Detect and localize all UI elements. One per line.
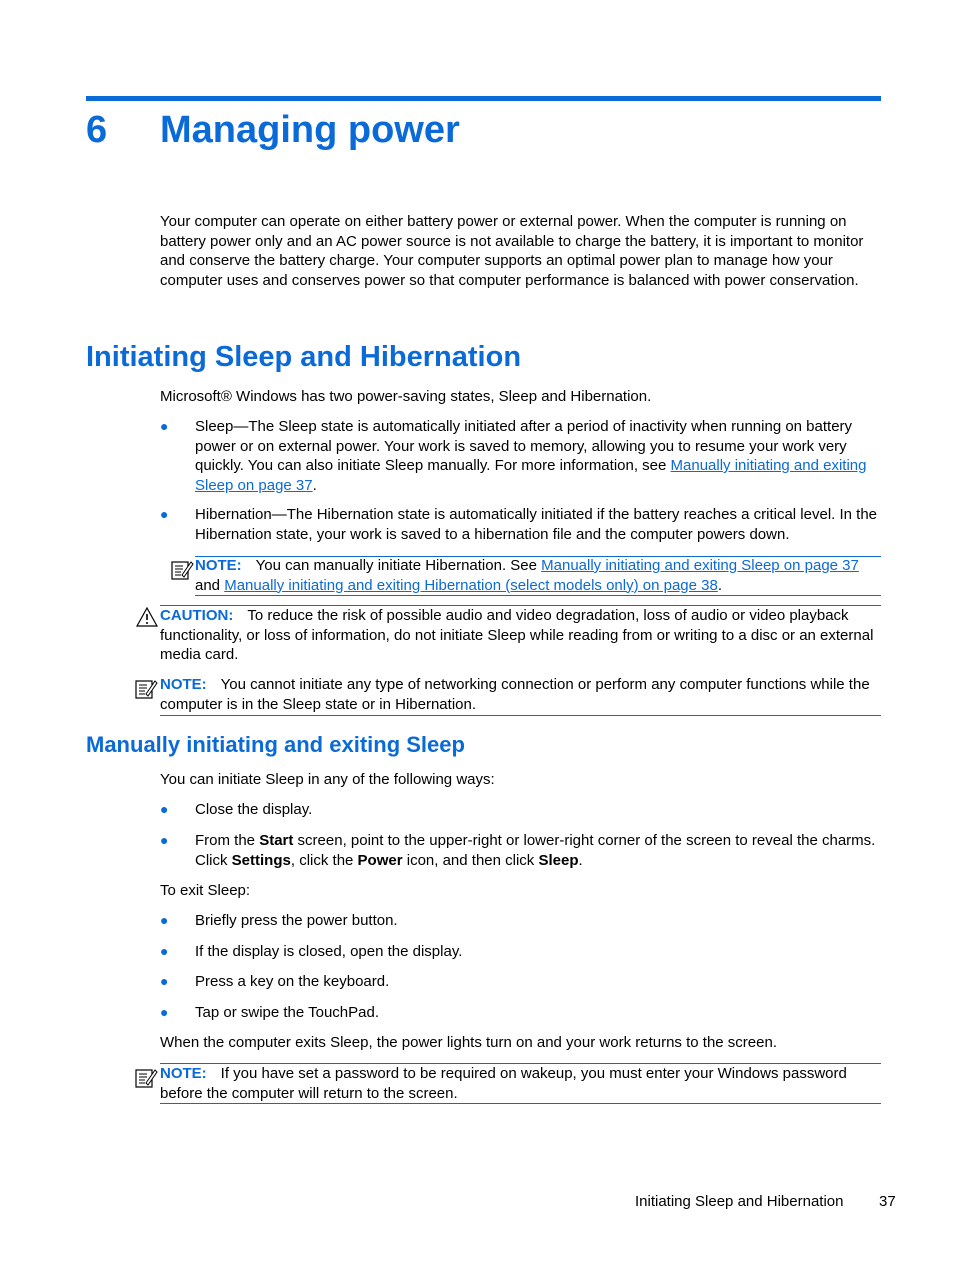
link-manually-sleep-note[interactable]: Manually initiating and exiting Sleep on page 37 — [541, 557, 859, 574]
bullet-icon: ● — [160, 1004, 169, 1020]
chapter-number: 6 — [86, 109, 108, 151]
way-close-display: Close the display. — [195, 801, 313, 818]
bullet-icon: ● — [160, 801, 169, 817]
note-password: NOTE: If you have set a password to be required on wakeup, you must enter your Windows password before the computer will return to the screen. — [160, 1064, 881, 1104]
bullet-icon: ● — [160, 832, 169, 848]
exit-intro: To exit Sleep: — [160, 882, 251, 899]
footer-section-title: Initiating Sleep and Hibernation — [635, 1193, 844, 1210]
bullet-sleep: Sleep—The Sleep state is automatically initiated after a period of inactivity when running on battery power or on external power. Your work is saved to memory, allowing you to resume your work very quickly. You can also initiate Sleep manually. For more information, see Manually initiating and exiting Sleep on page 37. — [195, 418, 867, 494]
section-heading-manual-sleep: Manually initiating and exiting Sleep — [86, 732, 465, 757]
bullet-icon: ● — [160, 506, 169, 522]
note-icon — [134, 677, 158, 701]
link-manually-sleep[interactable]: Manually initiating and exiting Sleep on page 37 — [195, 457, 867, 494]
exit-item: Press a key on the keyboard. — [195, 973, 390, 990]
way-start-screen: From the Start screen, point to the upper-right or lower-right corner of the screen to reveal the charms. Click Settings, click the Power icon, and then click Sleep. — [195, 832, 876, 869]
exit-item: Briefly press the power button. — [195, 912, 398, 929]
bullet-icon: ● — [160, 418, 169, 434]
link-manually-hibernation[interactable]: Manually initiating and exiting Hibernation (select models only) on page 38 — [224, 576, 718, 594]
after-exit-text: When the computer exits Sleep, the power lights turn on and your work returns to the screen. — [160, 1034, 777, 1051]
note-icon — [134, 1066, 158, 1090]
note-icon — [170, 558, 194, 582]
caution-block: CAUTION: To reduce the risk of possible audio and video degradation, loss of audio or video playback functionality, or loss of information, do not initiate Sleep while reading from or writing to a disc or an external media card. — [160, 607, 874, 663]
chapter-rule — [86, 96, 881, 101]
chapter-title: Managing power — [160, 109, 460, 151]
bullet-icon: ● — [160, 973, 169, 989]
section2-intro: You can initiate Sleep in any of the following ways: — [160, 771, 495, 788]
page-number: 37 — [879, 1193, 896, 1210]
exit-item: If the display is closed, open the display. — [195, 943, 463, 960]
exit-item: Tap or swipe the TouchPad. — [195, 1004, 380, 1021]
section-intro: Microsoft® Windows has two power-saving states, Sleep and Hibernation. — [160, 388, 652, 405]
section-heading-sleep-hibernation: Initiating Sleep and Hibernation — [86, 341, 522, 373]
bullet-icon: ● — [160, 912, 169, 928]
bullet-hibernation: Hibernation—The Hibernation state is automatically initiated if the battery reaches a critical level. In the Hibernation state, your work is saved to a hibernation file and the computer powers down. — [195, 506, 878, 543]
note-hibernation: NOTE: You can manually initiate Hibernation. See Manually initiating and exiting Sleep on page 37 and Manually initiating and exiting Hibernation (select models only) on page 38. — [195, 556, 881, 596]
note-networking: NOTE: You cannot initiate any type of networking connection or perform any computer functions while the computer is in the Sleep state or in Hibernation. — [160, 675, 881, 716]
chapter-intro: Your computer can operate on either battery power or external power. When the computer is running on battery power only and an AC power source is not available to charge the battery, it is important to monitor and conserve the battery charge. Your computer supports an optimal power plan to manage how your computer uses and conserves power so that computer performance is balanced with power conservation. — [160, 213, 864, 289]
caution-icon — [136, 607, 158, 627]
bullet-icon: ● — [160, 943, 169, 959]
